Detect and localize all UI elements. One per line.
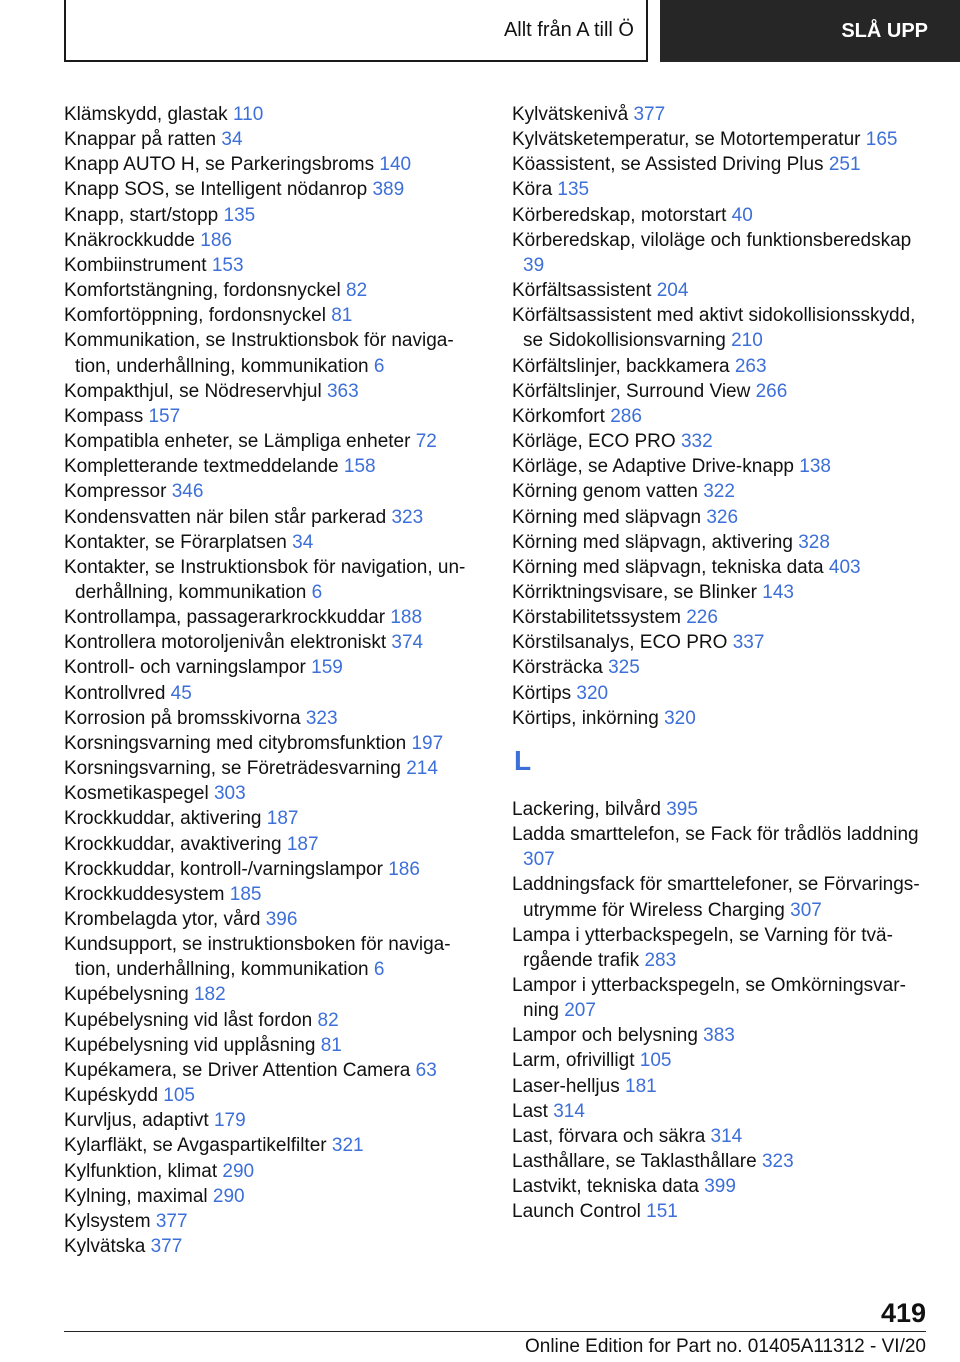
index-entry-text: Krockkuddar, kontroll-/varningslampor (64, 858, 383, 880)
index-entry-text: Körstabilitetssystem (512, 607, 681, 629)
index-entry-text: Kylarfläkt, se Avgaspartikelfilter (64, 1135, 327, 1157)
index-entry (64, 228, 476, 253)
index-entry-page-link[interactable]: 179 (213, 1110, 246, 1132)
index-entry-text: Knappar på ratten (64, 129, 217, 151)
index-entry-page-link[interactable]: 210 (731, 330, 763, 352)
index-entry-page-link[interactable]: 399 (704, 1176, 736, 1198)
index-entry (512, 379, 932, 404)
index-entry-page-link[interactable]: 135 (557, 179, 590, 201)
index-entry (512, 605, 932, 630)
index-entry-text: Laser-helljus (512, 1075, 620, 1097)
index-entry (64, 857, 476, 882)
index-entry-text: Kupéskydd (64, 1085, 159, 1107)
index-entry (512, 973, 932, 1023)
index-entry (64, 555, 476, 605)
index-entry-text: Lampor i ytterbackspegeln, se Omkörningsvarning (512, 975, 906, 1022)
index-entry-page-link[interactable]: 290 (222, 1160, 255, 1182)
index-entry-page-link[interactable]: 186 (388, 858, 420, 880)
index-entry-text: Kommunikation, se Instruktionsbok för navigation, underhållning, kommunikation (64, 330, 454, 377)
index-entry (64, 1133, 476, 1158)
index-entry-text: Larm, ofrivilligt (512, 1050, 635, 1072)
index-entry-text: Kompletterande textmeddelande (64, 456, 339, 478)
index-entry-page-link[interactable]: 321 (331, 1135, 364, 1157)
index-entry-page-link[interactable]: 45 (170, 682, 192, 704)
index-entry-page-link[interactable]: 214 (406, 758, 438, 780)
index-entry (512, 681, 932, 706)
index-entry (512, 354, 932, 379)
index-entry-page-link[interactable]: 290 (212, 1185, 245, 1207)
index-entry-text: Ladda smarttelefon, se Fack för trådlös laddning (512, 824, 919, 846)
index-entry (512, 630, 932, 655)
index-entry-text: Last (512, 1100, 548, 1122)
index-entry-text: Lampor och belysning (512, 1025, 698, 1047)
index-entry-page-link[interactable]: 6 (373, 959, 385, 981)
index-entry (512, 1048, 932, 1073)
index-entry (512, 454, 932, 479)
index-entry-text: Kylvätska (64, 1236, 146, 1258)
index-entry-text: Körtips, inkörning (512, 707, 659, 729)
index-entry-text: Lasthållare, se Taklasthållare (512, 1151, 757, 1173)
index-entry-text: Körning med släpvagn (512, 506, 702, 528)
tab-alphabetical-index-label: Allt från A till Ö (503, 18, 634, 41)
index-entry-text: Kylvätsketemperatur, se Motortemperatur (512, 129, 861, 151)
index-entry (64, 605, 476, 630)
index-entry-page-link[interactable]: 135 (223, 204, 256, 226)
index-entry (512, 479, 932, 504)
index-entry (64, 479, 476, 504)
index-entry-text: Kundsupport, se instruktionsboken för navigation, underhållning, kommunikation (64, 934, 451, 981)
index-entry-page-link[interactable]: 326 (706, 506, 739, 528)
index-entry-text: Kylfunktion, klimat (64, 1160, 218, 1182)
index-entry (512, 429, 932, 454)
index-entry-page-link[interactable]: 39 (523, 254, 545, 276)
index-entry-text: Körning genom vatten (512, 481, 698, 503)
index-entry (64, 932, 476, 982)
index-entry (64, 379, 476, 404)
index-entry (512, 505, 932, 530)
index-entry-text: Körning med släpvagn, tekniska data (512, 556, 824, 578)
index-entry (64, 756, 476, 781)
index-entry-page-link[interactable]: 320 (664, 707, 696, 729)
index-entry (64, 982, 476, 1007)
index-entry (512, 177, 932, 202)
index-entry-page-link[interactable]: 151 (646, 1201, 678, 1223)
index-entry-text: Kosmetikaspegel (64, 783, 209, 805)
index-entry (64, 681, 476, 706)
index-entry-page-link[interactable]: 323 (391, 506, 424, 528)
index-entry-text: Körning med släpvagn, aktivering (512, 531, 793, 553)
index-entry-text: Korsningsvarning, se Företrädesvarning (64, 758, 401, 780)
index-entry (64, 1083, 476, 1108)
index-entry-page-link[interactable]: 110 (232, 104, 264, 125)
index-entry-page-link[interactable]: 263 (734, 355, 767, 377)
index-entry-text: Kurvljus, adaptivt (64, 1110, 209, 1132)
index-entry-page-link[interactable]: 34 (292, 531, 314, 553)
index-entry (64, 1033, 476, 1058)
index-entry (512, 1199, 932, 1224)
index-entry-text: Kontrollvred (64, 682, 166, 704)
index-entry-page-link[interactable]: 207 (564, 1000, 596, 1022)
index-entry (64, 429, 476, 454)
index-entry-text: Launch Control (512, 1201, 641, 1223)
index-entry-page-link[interactable]: 81 (331, 305, 353, 327)
index-entry (512, 1023, 932, 1048)
index-entry-page-link[interactable]: 403 (828, 556, 861, 578)
index-entry (64, 177, 476, 202)
index-entry-page-link[interactable]: 81 (320, 1034, 342, 1056)
index-entry-page-link[interactable]: 314 (710, 1125, 743, 1147)
index-entry (64, 303, 476, 328)
index-entry (64, 882, 476, 907)
index-entry (64, 203, 476, 228)
index-entry-text: Kompakthjul, se Nödreservhjul (64, 380, 322, 402)
footer-edition: Online Edition for Part no. 01405A11312 - VI/20 (524, 1336, 926, 1357)
index-entry-page-link[interactable]: 82 (346, 280, 368, 302)
index-entry (64, 253, 476, 278)
index-entry-page-link[interactable]: 181 (625, 1075, 657, 1097)
index-entry-text: Kontakter, se Instruktionsbok för navigation, underhållning, kommunikation (64, 556, 466, 603)
index-entry (64, 1058, 476, 1083)
index-entry-page-link[interactable]: 72 (415, 431, 437, 453)
index-entry-text: Körfältslinjer, backkamera (512, 355, 730, 377)
index-entry (512, 872, 932, 922)
index-entry-page-link[interactable]: 6 (311, 581, 323, 603)
section-letter: L (514, 744, 532, 776)
index-entry (512, 822, 932, 872)
index-entry (64, 278, 476, 303)
index-entry (512, 102, 932, 127)
index-entry-page-link[interactable]: 138 (799, 456, 831, 478)
index-entry (64, 1108, 476, 1133)
index-entry-page-link[interactable]: 374 (391, 632, 424, 654)
index-entry-text: Kontroll- och varningslampor (64, 657, 306, 679)
index-entry-page-link[interactable]: 187 (266, 808, 299, 830)
index-entry-page-link[interactable]: 140 (379, 154, 412, 176)
index-entry (64, 832, 476, 857)
index-entry-text: Körläge, ECO PRO (512, 431, 676, 453)
index-entry (64, 454, 476, 479)
index-entry-text: Kupébelysning vid upplåsning (64, 1034, 316, 1056)
index-entry-text: Korrosion på bromsskivorna (64, 707, 301, 729)
index-entry (64, 706, 476, 731)
index-entry-text: Körfältsassistent (512, 280, 652, 302)
index-entry (512, 303, 932, 353)
index-entry-text: Körsträcka (512, 657, 603, 679)
index-entry (64, 1234, 476, 1259)
index-entry-text: Körkomfort (512, 405, 605, 427)
page-header (0, 0, 960, 66)
index-entry-page-link[interactable]: 395 (666, 798, 698, 820)
index-entry-text: Knapp, start/stopp (64, 204, 219, 226)
index-entry-text: Lampa i ytterbackspegeln, se Varning för tvärgående trafik (512, 924, 893, 971)
index-entry-page-link[interactable]: 323 (761, 1151, 794, 1173)
index-entry (512, 797, 932, 822)
index-entry-text: Körberedskap, viloläge och funktionsberedskap (512, 229, 912, 251)
index-entry (64, 731, 476, 756)
index-entry-text: Komfortöppning, fordonsnyckel (64, 305, 326, 327)
index-entry-text: Körläge, se Adaptive Drive-knapp (512, 456, 794, 478)
index-entry-page-link[interactable]: 346 (171, 481, 204, 503)
index-entry-text: Kupébelysning vid låst fordon (64, 1009, 313, 1031)
index-entry-page-link[interactable]: 383 (703, 1025, 735, 1047)
index-entry-text: Krockkuddar, aktivering (64, 808, 262, 830)
index-entry (64, 907, 476, 932)
index-entry-page-link[interactable]: 158 (343, 456, 376, 478)
index-entry (64, 505, 476, 530)
index-entry-page-link[interactable]: 157 (148, 405, 181, 427)
index-entry-page-link[interactable]: 363 (326, 380, 359, 402)
index-entry-page-link[interactable]: 82 (317, 1009, 339, 1031)
index-entry-text: Kylvätskenivå (512, 104, 629, 125)
index-entry (512, 1174, 932, 1199)
page-number: 419 (880, 1298, 926, 1328)
index-entry-page-link[interactable]: 6 (373, 355, 385, 377)
index-entry-page-link[interactable]: 204 (656, 280, 689, 302)
index-entry-page-link[interactable]: 165 (865, 129, 898, 151)
footer-divider (64, 1331, 926, 1332)
index-entry-text: Körtips (512, 682, 572, 704)
index-entry (64, 404, 476, 429)
index-entry-page-link[interactable]: 187 (286, 833, 319, 855)
index-entry-page-link[interactable]: 314 (553, 1100, 585, 1122)
index-entry (64, 655, 476, 680)
index-entry (512, 530, 932, 555)
index-entry-page-link[interactable]: 197 (411, 732, 444, 754)
index-entry (64, 530, 476, 555)
tab-lookup-label: SLÅ UPP (841, 19, 928, 42)
index-entry (64, 630, 476, 655)
index-entry-page-link[interactable]: 153 (211, 254, 244, 276)
index-entry-page-link[interactable]: 377 (155, 1210, 188, 1232)
index-entry (64, 328, 476, 378)
index-entry-page-link[interactable]: 266 (755, 380, 788, 402)
index-entry-text: Kontakter, se Förarplatsen (64, 531, 287, 553)
index-entry-text: Körberedskap, motorstart (512, 204, 727, 226)
index-entry-text: Körfältsassistent med aktivt sidokollisionsskydd, se Sidokollisionsvarning (512, 305, 916, 352)
index-entry (512, 1099, 932, 1124)
index-entry-page-link[interactable]: 182 (193, 984, 226, 1006)
index-entry-text: Kombiinstrument (64, 254, 207, 276)
index-entry (64, 1159, 476, 1184)
index-entry-page-link[interactable]: 307 (523, 849, 555, 871)
index-entry (512, 655, 932, 680)
index-entry (64, 806, 476, 831)
index-entry-text: Kontrollampa, passagerarkrockkuddar (64, 607, 386, 629)
index-entry-page-link[interactable]: 105 (639, 1050, 672, 1072)
index-entry (512, 706, 932, 731)
tab-alphabetical-index[interactable] (64, 0, 648, 62)
index-entry-page-link[interactable]: 105 (163, 1085, 195, 1107)
index-entry-text: Knapp SOS, se Intelligent nödanrop (64, 179, 368, 201)
index-entry-page-link[interactable]: 63 (415, 1059, 437, 1081)
index-entry (64, 1209, 476, 1234)
index-entry (512, 152, 932, 177)
index-entry-page-link[interactable]: 286 (610, 405, 642, 427)
index-entry-text: Kompass (64, 405, 144, 427)
index-entry (64, 152, 476, 177)
index-entry (512, 1149, 932, 1174)
index-entry-text: Kupébelysning (64, 984, 189, 1006)
index-column-left (64, 102, 476, 1259)
index-entry-page-link[interactable]: 251 (828, 154, 861, 176)
index-entry (512, 404, 932, 429)
index-entry-page-link[interactable]: 303 (213, 783, 246, 805)
index-entry (64, 1184, 476, 1209)
index-entry-page-link[interactable]: 40 (731, 204, 753, 226)
index-entry-page-link[interactable]: 226 (686, 607, 718, 629)
index-entry-page-link[interactable]: 34 (221, 129, 243, 151)
index-entry-text: Last, förvara och säkra (512, 1125, 706, 1147)
index-column-right (512, 102, 932, 1225)
index-entry-page-link[interactable]: 143 (762, 581, 794, 603)
index-entry-page-link[interactable]: 186 (200, 229, 232, 251)
index-entry-page-link[interactable]: 396 (265, 909, 298, 930)
index-entry-page-link[interactable]: 323 (305, 707, 338, 729)
index-entry-page-link[interactable]: 283 (644, 949, 677, 971)
index-entry-text: Kondensvatten när bilen står parkerad (64, 506, 387, 528)
index-entry-text: Krombelagda ytor, vård (64, 909, 261, 930)
index-entry-text: Korsningsvarning med citybromsfunktion (64, 732, 407, 754)
index-entry (512, 203, 932, 228)
index-entry-text: Lastvikt, tekniska data (512, 1176, 699, 1198)
index-entry-page-link[interactable]: 307 (790, 899, 822, 921)
index-entry (512, 923, 932, 973)
index-entry (512, 1124, 932, 1149)
index-entry-text: Krockkuddar, avaktivering (64, 833, 282, 855)
index-entry (64, 781, 476, 806)
index-entry (512, 278, 932, 303)
index-entry-text: Kylning, maximal (64, 1185, 208, 1207)
index-entry (512, 555, 932, 580)
index-entry-text: Köassistent, se Assisted Driving Plus (512, 154, 824, 176)
index-entry-page-link[interactable]: 322 (703, 481, 735, 503)
footer (525, 1336, 926, 1358)
index-entry (64, 102, 476, 127)
index-entry-page-link[interactable]: 320 (576, 682, 609, 704)
index-entry-text: Körriktningsvisare, se Blinker (512, 581, 757, 603)
tab-lookup[interactable] (660, 0, 960, 62)
index-entry-page-link[interactable]: 188 (390, 607, 423, 629)
index-entry-text: Körfältslinjer, Surround View (512, 380, 751, 402)
index-entry-page-link[interactable]: 332 (680, 431, 713, 453)
index-entry-text: Kompressor (64, 481, 167, 503)
index-entry-text: Lackering, bilvård (512, 798, 661, 820)
index-entry-text: Kylsystem (64, 1210, 151, 1232)
index-entry (64, 127, 476, 152)
index-entry-text: Knäkrockkudde (64, 229, 195, 251)
index-entry-page-link[interactable]: 325 (608, 657, 640, 679)
index-entry-page-link[interactable]: 377 (633, 104, 666, 125)
index-entry-page-link[interactable]: 389 (372, 179, 405, 201)
index-entry (512, 1074, 932, 1099)
index-entry-page-link[interactable]: 337 (732, 632, 765, 654)
index-entry-page-link[interactable]: 159 (311, 657, 343, 679)
index-entry-text: Krockkuddesystem (64, 883, 225, 905)
index-entry (512, 228, 932, 278)
index-entry-text: Laddningsfack för smarttelefoner, se Förvaringsutrymme för Wireless Charging (512, 874, 920, 921)
index-entry (64, 1008, 476, 1033)
index-entry-text: Kupékamera, se Driver Attention Camera (64, 1059, 411, 1081)
index-entry-text: Körstilsanalys, ECO PRO (512, 632, 728, 654)
index-entry-text: Knapp AUTO H, se Parkeringsbroms (64, 154, 375, 176)
index-entry-text: Köra (512, 179, 553, 201)
index-entry (512, 127, 932, 152)
index-entry-page-link[interactable]: 328 (798, 531, 830, 553)
index-entry-text: Kompatibla enheter, se Lämpliga enheter (64, 431, 411, 453)
index-entry-page-link[interactable]: 377 (150, 1236, 183, 1258)
index-entry-text: Komfortstängning, fordonsnyckel (64, 280, 341, 302)
index-entry-page-link[interactable]: 185 (229, 883, 262, 905)
index-entry-text: Klämskydd, glastak (64, 104, 228, 125)
index-entry (512, 580, 932, 605)
index-entry-text: Kontrollera motoroljenivån elektroniskt (64, 632, 387, 654)
